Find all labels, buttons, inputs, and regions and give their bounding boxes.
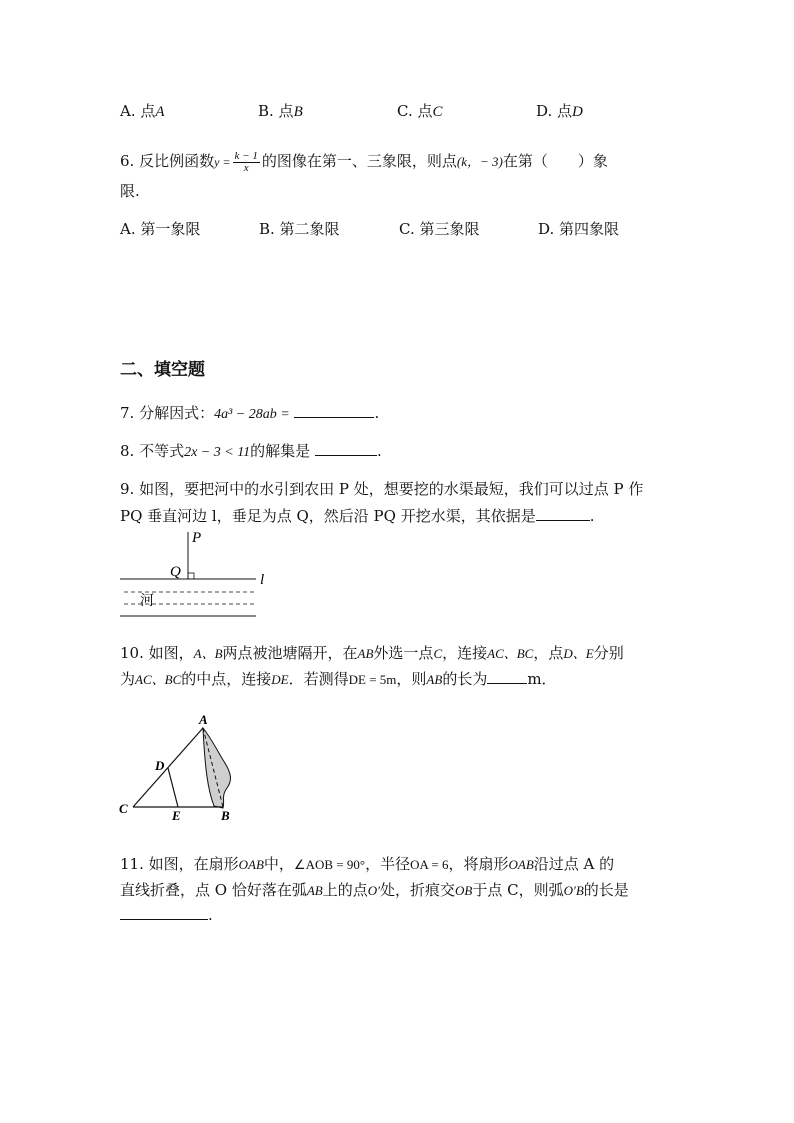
q6-stem-cont: 限.	[120, 182, 140, 200]
q9-line1: 9. 如图，要把河中的水引到农田 P 处，想要挖的水渠最短，我们可以过点 P 作	[120, 480, 644, 498]
q6-option-b: B. 第二象限	[259, 220, 340, 238]
segment-CA	[133, 728, 203, 807]
label-P: P	[192, 530, 202, 546]
label-B: B	[221, 808, 230, 823]
q5-option-c: C. 点C	[397, 102, 443, 120]
segment-DE	[168, 768, 178, 807]
section-title: 二、填空题	[120, 360, 205, 380]
q6-option-c: C. 第三象限	[399, 220, 480, 238]
label-river: 河	[140, 594, 154, 609]
q6-fraction: $\frac{k - 1}{x}$	[234, 149, 258, 174]
q5-option-d: D. 点D	[536, 102, 583, 120]
q11-answer-blank[interactable]	[120, 905, 208, 920]
q10-answer-blank[interactable]	[487, 669, 527, 684]
q9-answer-blank[interactable]	[536, 506, 590, 521]
q11-line2: 直线折叠，点 O 恰好落在弧AB上的点O′处，折痕交OB于点 C，则弧O′B的长是	[120, 881, 629, 899]
label-A: A	[199, 712, 208, 727]
label-C: C	[119, 801, 128, 816]
q6-option-a: A. 第一象限	[120, 220, 201, 238]
q5-option-b: B. 点B	[258, 102, 303, 120]
q8-stem: 8. 不等式2x − 3 < 11的解集是 .	[120, 442, 382, 460]
q11-line1: 11. 如图，在扇形OAB中，∠AOB = 90°，半径OA = 6，将扇形OAB沿过点 A 的	[120, 855, 615, 873]
q11-line3: .	[120, 905, 213, 924]
label-E: E	[172, 808, 181, 823]
q6-stem: 6. 反比例函数y = $\frac{k - 1}{x}$ 的图像在第一、三象限，则点(k，− 3)在第（ ）象	[120, 149, 608, 174]
q10-line1: 10. 如图，A、B两点被池塘隔开，在AB外选一点C，连接AC、BC，点D、E分别	[120, 644, 624, 662]
label-l: l	[260, 572, 265, 588]
right-angle-mark	[188, 573, 194, 579]
label-Q: Q	[170, 564, 181, 580]
label-D: D	[155, 758, 165, 773]
q5-option-a: A. 点A	[120, 102, 165, 120]
q10-pond-figure	[115, 710, 245, 825]
q9-river-figure	[118, 530, 278, 620]
q9-line2: PQ 垂直河边 l，垂足为点 Q，然后沿 PQ 开挖水渠，其依据是 .	[120, 507, 595, 525]
q7-answer-blank[interactable]	[294, 403, 374, 418]
q8-answer-blank[interactable]	[315, 441, 377, 456]
q7-stem: 7. 分解因式：4a³ − 28ab = .	[120, 404, 380, 422]
pond-shape	[203, 728, 230, 808]
q6-option-d: D. 第四象限	[538, 220, 620, 238]
q10-line2: 为AC、BC的中点，连接DE．若测得DE = 5m，则AB的长为 m．	[120, 670, 557, 688]
